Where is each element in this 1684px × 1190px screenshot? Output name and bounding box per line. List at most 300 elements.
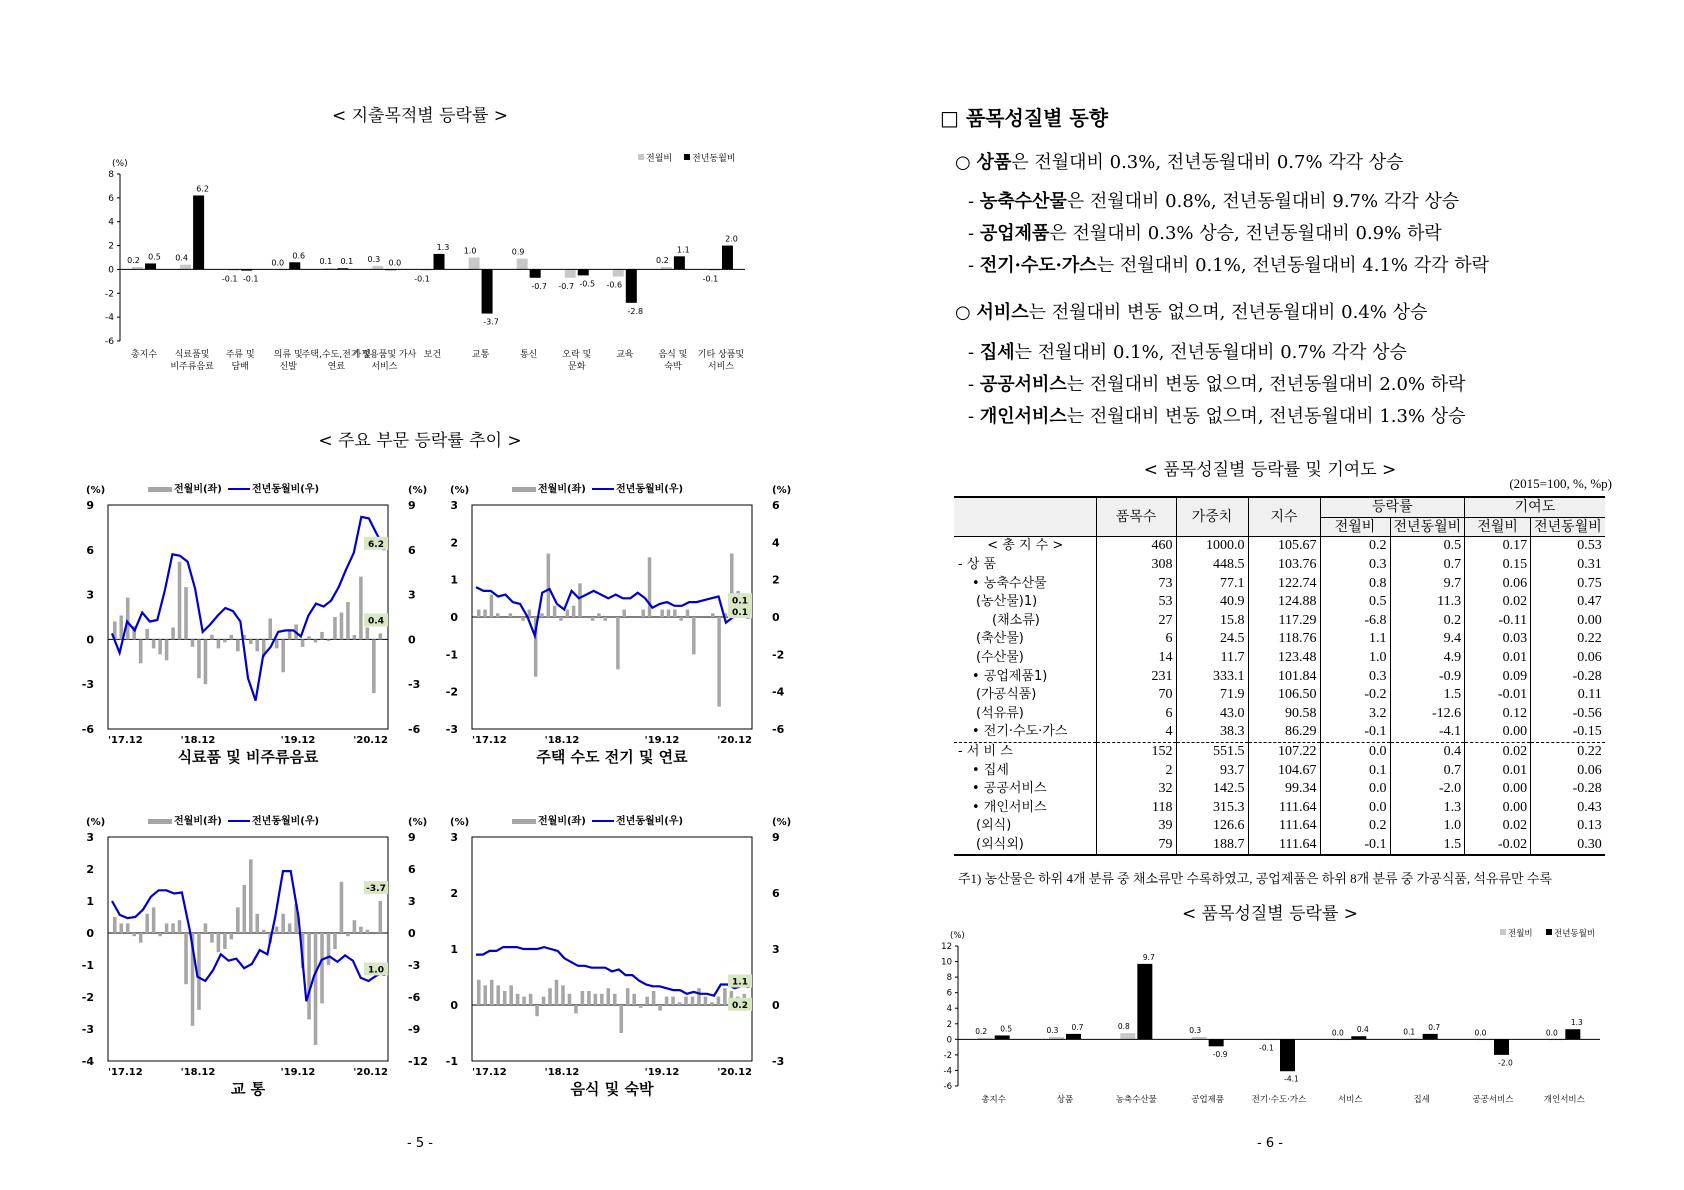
- data-label: 0.0: [388, 258, 402, 268]
- data-label: 0.3: [367, 254, 381, 264]
- th-rate-mom: 전월비: [1320, 517, 1390, 537]
- data-label: 1.3: [1570, 1018, 1583, 1028]
- mom-bar: [217, 933, 221, 952]
- category-label: 교통: [471, 350, 490, 360]
- chart1-title: < 지출목적별 등락률 >: [331, 106, 509, 126]
- left-tick-label: -3: [445, 723, 458, 736]
- mom-bar: [333, 617, 337, 639]
- mom-bar: [184, 933, 188, 984]
- bar-yoy: [1137, 964, 1152, 1039]
- mom-bar: [249, 859, 253, 933]
- right-tick-label: 9: [772, 831, 780, 844]
- cell-value: -0.2: [1320, 686, 1390, 705]
- mom-bar: [191, 639, 195, 646]
- cell-value: 0.01: [1465, 649, 1531, 668]
- th-index: 지수: [1248, 497, 1320, 537]
- panel-transport-chart: [78, 802, 448, 1102]
- data-label: 0.0: [1474, 1028, 1487, 1038]
- mom-bar: [686, 610, 689, 617]
- cell-value: 0.11: [1531, 686, 1605, 705]
- th-count: 품목수: [1096, 497, 1176, 537]
- mom-bar: [540, 613, 543, 617]
- mom-bar: [673, 610, 676, 617]
- legend-swatch-mom: [148, 819, 172, 824]
- left-tick-label: 6: [86, 543, 94, 557]
- row-label: < 총 지 수 >: [987, 538, 1064, 554]
- cell-value: 117.29: [1248, 612, 1320, 631]
- y-tick-label: -4: [943, 1066, 952, 1077]
- data-label: -4.1: [1284, 1074, 1299, 1084]
- legend-swatch-mom: [512, 487, 536, 492]
- mom-bar: [490, 980, 494, 1005]
- cell-value: 0.09: [1465, 667, 1531, 686]
- bar-mom: [469, 258, 480, 270]
- plot-frame: [108, 837, 388, 1061]
- mom-bar: [307, 933, 311, 1019]
- mom-bar: [607, 988, 611, 1005]
- mom-bar: [542, 997, 546, 1005]
- end-value-label: 6.2: [368, 539, 384, 550]
- mom-bar: [126, 598, 130, 640]
- left-tick-label: 3: [86, 588, 94, 602]
- cell-value: -2.0: [1390, 780, 1465, 799]
- y-tick-label: -6: [943, 1082, 952, 1092]
- right-tick-label: 9: [408, 831, 416, 844]
- mom-bar: [692, 617, 695, 654]
- cell-value: 0.02: [1465, 742, 1531, 761]
- data-label: 1.0: [463, 246, 477, 256]
- bullet-utilities: - 전기·수도·가스는 전월대비 0.1%, 전년동월대비 4.1% 각각 하락: [968, 255, 1490, 276]
- legend-mom: 전월비(좌): [538, 816, 586, 827]
- mom-bar: [165, 639, 169, 660]
- right-tick-label: -6: [408, 723, 421, 736]
- mom-bar: [509, 985, 513, 1005]
- data-label: -0.1: [702, 274, 719, 284]
- chart2-title: < 품목성질별 등락률 >: [1181, 904, 1359, 924]
- mom-bar: [197, 639, 201, 678]
- cell-value: 0.7: [1390, 761, 1465, 780]
- right-tick-label: -6: [772, 723, 785, 736]
- right-tick-label: 6: [408, 863, 416, 876]
- bar-yoy: [626, 269, 637, 302]
- legend-yoy: 전년동월비: [1554, 929, 1596, 939]
- row-label: (농산물)1): [976, 594, 1038, 610]
- cell-value: 0.2: [1320, 817, 1390, 836]
- left-tick-label: -1: [81, 959, 94, 972]
- row-label: - 서 비 스: [954, 742, 1096, 761]
- category-label: 보건: [423, 350, 442, 360]
- data-label: 0.6: [292, 251, 306, 261]
- mom-bar: [204, 923, 208, 933]
- table-footnote: 주1) 농산물은 하위 4개 분류 중 채소류만 수록하였고, 공업제품은 하위 8개 분류 중 가공식품, 석유류만 수록: [958, 871, 1552, 886]
- left-tick-label: 1: [450, 943, 458, 956]
- plot-frame: [108, 505, 388, 729]
- cell-value: 11.3: [1390, 593, 1465, 612]
- row-label: • 집세: [972, 762, 1009, 778]
- category-label: 서비스: [707, 362, 735, 372]
- category-label: 농축수산물: [1115, 1095, 1157, 1105]
- mom-bar: [535, 1005, 539, 1016]
- right-tick-label: 6: [772, 499, 780, 512]
- data-label: 0.7: [1071, 1022, 1084, 1032]
- data-label: -0.1: [242, 274, 259, 284]
- mom-bar: [320, 632, 324, 639]
- unit-label: (%): [950, 931, 965, 941]
- right-tick-label: 4: [772, 536, 780, 550]
- data-label: 0.2: [656, 256, 669, 266]
- data-label: 0.0: [271, 258, 285, 268]
- mom-bar: [223, 933, 227, 949]
- data-label: 0.9: [511, 247, 525, 257]
- category-label: 교육: [616, 350, 634, 360]
- row-label: (축산물): [976, 631, 1024, 647]
- data-label: -0.7: [531, 281, 547, 291]
- mom-bar: [359, 927, 363, 933]
- data-label: 0.5: [1000, 1024, 1013, 1034]
- cell-value: 111.64: [1248, 817, 1320, 836]
- left-unit: (%): [450, 485, 470, 496]
- mom-bar: [145, 914, 149, 933]
- panel-title: 음식 및 숙박: [570, 1080, 654, 1098]
- mom-bar: [333, 933, 337, 949]
- cell-value: 0.3: [1320, 556, 1390, 575]
- data-label: 0.0: [1331, 1028, 1344, 1038]
- mom-bar: [697, 988, 701, 1005]
- left-tick-label: 0: [450, 611, 458, 624]
- cell-value: 0.17: [1465, 537, 1531, 556]
- cell-value: 86.29: [1248, 723, 1320, 742]
- legend-yoy: 전년동월비(우): [616, 816, 684, 827]
- cell-value: 142.5: [1176, 780, 1248, 799]
- mom-bar: [366, 627, 370, 639]
- cell-value: 0.0: [1320, 799, 1390, 818]
- data-label: 0.1: [340, 257, 354, 267]
- cell-value: 123.48: [1248, 649, 1320, 668]
- data-label: -2.8: [627, 306, 644, 316]
- end-value-label: -3.7: [366, 884, 386, 894]
- mom-bar: [178, 562, 182, 640]
- left-tick-label: -1: [445, 1055, 458, 1068]
- bullet-industrial: - 공업제품은 전월대비 0.3% 상승, 전년동월대비 0.9% 하락: [968, 223, 1442, 244]
- mom-bar: [671, 997, 675, 1005]
- cell-value: 14: [1096, 649, 1176, 668]
- bar-yoy: [1494, 1039, 1509, 1055]
- item-table-wrap: [954, 496, 1605, 856]
- cell-value: 0.06: [1531, 649, 1605, 668]
- cell-value: 0.75: [1531, 574, 1605, 593]
- mom-bar: [678, 1002, 682, 1005]
- cell-value: 39: [1096, 817, 1176, 836]
- mom-bar: [223, 639, 227, 642]
- cell-value: 0.00: [1465, 723, 1531, 742]
- mom-bar: [165, 923, 169, 933]
- data-label: -2.0: [1498, 1058, 1513, 1068]
- mom-bar: [359, 577, 363, 640]
- right-unit: (%): [408, 485, 428, 496]
- category-label: 공업제품: [1191, 1095, 1225, 1105]
- mom-bar: [691, 997, 695, 1005]
- page-number-left: - 5 -: [407, 1136, 433, 1151]
- cell-value: 99.34: [1248, 780, 1320, 799]
- cell-value: 0.0: [1320, 780, 1390, 799]
- data-label: -0.1: [221, 274, 238, 284]
- mom-bar: [711, 613, 714, 617]
- right-tick-label: 2: [772, 573, 780, 587]
- mom-bar: [236, 907, 240, 933]
- mom-bar: [529, 994, 533, 1005]
- mom-bar: [521, 617, 524, 621]
- cell-value: 231: [1096, 667, 1176, 686]
- mom-bar: [340, 882, 344, 933]
- data-label: -3.7: [483, 317, 499, 327]
- bullet-services: ○ 서비스는 전월대비 변동 없으며, 전년동월대비 0.4% 상승: [955, 302, 1428, 323]
- cell-value: 4: [1096, 723, 1176, 742]
- cell-value: 11.7: [1176, 649, 1248, 668]
- right-tick-label: 0: [408, 633, 416, 647]
- y-tick-label: -6: [105, 337, 114, 347]
- panel-title: 식료품 및 비주류음료: [177, 748, 319, 766]
- left-tick-label: 2: [450, 887, 458, 900]
- data-label: 0.3: [1046, 1026, 1059, 1035]
- mom-bar: [503, 991, 507, 1005]
- cell-value: 6: [1096, 630, 1176, 649]
- cell-value: 1.5: [1390, 836, 1465, 856]
- cell-value: -0.56: [1531, 705, 1605, 724]
- mom-bar: [210, 635, 214, 639]
- right-unit: (%): [772, 817, 792, 828]
- cell-value: 308: [1096, 556, 1176, 575]
- cell-value: 0.12: [1465, 705, 1531, 724]
- data-label: 0.5: [148, 252, 161, 262]
- cell-value: 124.88: [1248, 593, 1320, 612]
- panel-food-chart: [78, 470, 448, 770]
- cell-value: 0.13: [1531, 817, 1605, 836]
- cell-value: 24.5: [1176, 630, 1248, 649]
- data-label: 6.2: [196, 184, 209, 194]
- mom-bar: [353, 635, 357, 639]
- mom-bar: [236, 639, 240, 651]
- mom-bar: [594, 994, 598, 1005]
- bullet-rent: - 집세는 전월대비 0.1%, 전년동월대비 0.7% 각각 상승: [968, 342, 1407, 363]
- left-tick-label: 1: [450, 573, 458, 587]
- cell-value: 0.22: [1531, 742, 1605, 761]
- cell-value: 0.06: [1531, 761, 1605, 780]
- y-tick-label: 8: [108, 170, 114, 180]
- cell-value: 315.3: [1176, 799, 1248, 818]
- mom-bar: [597, 613, 600, 617]
- cell-value: 0.7: [1390, 556, 1465, 575]
- mom-bar: [139, 639, 143, 663]
- bar-mom: [180, 265, 191, 270]
- cell-value: 101.84: [1248, 667, 1320, 686]
- cell-value: 15.8: [1176, 612, 1248, 631]
- category-label: 문화: [568, 362, 586, 372]
- category-label: 개인서비스: [1543, 1095, 1585, 1105]
- left-tick-label: -1: [445, 648, 458, 662]
- legend-mom: 전월비(좌): [174, 484, 222, 495]
- y-tick-label: -2: [105, 289, 114, 300]
- right-tick-label: 0: [408, 927, 416, 940]
- category-label: 총지수: [981, 1095, 1006, 1105]
- data-label: 0.4: [1356, 1025, 1369, 1035]
- mom-bar: [547, 554, 550, 617]
- data-label: 9.7: [1142, 952, 1155, 962]
- table-row: [954, 593, 1605, 612]
- row-label: (석유류): [976, 705, 1024, 721]
- data-label: 0.1: [319, 257, 333, 267]
- cell-value: 0.5: [1320, 593, 1390, 612]
- mom-bar: [243, 885, 247, 933]
- item-table: [954, 496, 1605, 856]
- mom-bar: [230, 933, 234, 939]
- data-label: 0.1: [1403, 1027, 1416, 1037]
- cell-value: 1.3: [1390, 799, 1465, 818]
- end-value-label: 0.1: [732, 608, 748, 619]
- mom-bar: [217, 639, 221, 648]
- mom-bar: [660, 610, 663, 617]
- mom-bar: [574, 1005, 578, 1013]
- table-row: [954, 630, 1605, 649]
- data-label: 2.0: [725, 234, 738, 244]
- mom-bar: [340, 613, 344, 640]
- mom-bar: [353, 920, 357, 933]
- table-row: [954, 537, 1605, 556]
- category-label: 집세: [1413, 1095, 1430, 1105]
- mom-bar: [591, 617, 594, 621]
- y-tick-label: 10: [941, 957, 952, 968]
- cell-value: 0.06: [1465, 574, 1531, 593]
- mom-bar: [490, 595, 493, 617]
- mom-bar: [346, 602, 350, 639]
- category-label: 기타 상품및: [697, 350, 745, 360]
- category-label: 전기·수도·가스: [1251, 1095, 1307, 1105]
- right-tick-label: -3: [408, 678, 421, 692]
- legend-swatch-yoy: [1546, 929, 1552, 935]
- panel-title: 주택 수도 전기 및 연료: [536, 748, 688, 766]
- right-tick-label: -3: [772, 1055, 785, 1068]
- mom-bar: [372, 639, 376, 693]
- mom-bar: [561, 985, 565, 1005]
- cell-value: 111.64: [1248, 799, 1320, 818]
- end-value-label: 0.1: [732, 596, 748, 607]
- category-label: 의류 및: [273, 350, 303, 360]
- bar-yoy: [193, 195, 204, 269]
- x-tick-label: '17.12: [472, 1067, 507, 1078]
- cell-value: -0.15: [1531, 723, 1605, 742]
- page-number-right: - 6 -: [1257, 1136, 1283, 1151]
- data-label: -0.5: [579, 279, 596, 289]
- x-tick-label: '18.12: [544, 1067, 580, 1078]
- mom-bar: [327, 933, 331, 965]
- y-tick-label: -4: [105, 313, 114, 324]
- table-row: [954, 612, 1605, 631]
- mom-bar: [178, 920, 182, 933]
- cell-value: 0.4: [1390, 742, 1465, 761]
- th-blank: [954, 497, 1096, 537]
- y-tick-label: 8: [946, 973, 952, 984]
- cell-value: 0.03: [1465, 630, 1531, 649]
- bar-yoy: [145, 263, 156, 269]
- cell-value: 0.15: [1465, 556, 1531, 575]
- cell-value: 122.74: [1248, 574, 1320, 593]
- y-tick-label: 2: [946, 1019, 952, 1030]
- left-tick-label: -3: [81, 1023, 94, 1036]
- mom-bar: [281, 914, 285, 933]
- table-row: [954, 667, 1605, 686]
- right-tick-label: -4: [772, 685, 785, 699]
- left-tick-label: 3: [450, 499, 458, 512]
- data-label: 0.0: [1545, 1028, 1558, 1038]
- data-label: -0.1: [1259, 1043, 1274, 1053]
- cell-value: 0.00: [1531, 612, 1605, 631]
- mom-bar: [262, 930, 266, 933]
- x-tick-label: '17.12: [108, 735, 143, 746]
- mom-bar: [626, 988, 630, 1005]
- right-tick-label: 9: [408, 499, 416, 512]
- x-tick-label: '20.12: [353, 735, 388, 746]
- mom-bar: [171, 627, 175, 639]
- bar-yoy: [530, 269, 541, 277]
- y-tick-label: 4: [108, 217, 114, 228]
- mom-bar: [288, 923, 292, 933]
- mom-bar: [717, 617, 720, 707]
- mom-bar: [230, 635, 234, 639]
- legend-swatch-mom: [638, 154, 644, 160]
- cell-value: 2: [1096, 761, 1176, 780]
- right-tick-label: 3: [408, 895, 416, 908]
- legend-yoy: 전년동월비(우): [616, 484, 684, 495]
- x-tick-label: '19.12: [644, 1067, 680, 1078]
- cell-value: 0.02: [1465, 593, 1531, 612]
- mom-bar: [632, 994, 636, 1005]
- mom-bar: [648, 557, 651, 617]
- cell-value: 79: [1096, 836, 1176, 856]
- legend-swatch-mom: [1500, 929, 1506, 935]
- mom-bar: [509, 613, 512, 617]
- mom-bar: [667, 610, 670, 617]
- mom-bar: [619, 1005, 623, 1033]
- x-tick-label: '20.12: [717, 735, 752, 746]
- x-tick-label: '18.12: [180, 1067, 216, 1078]
- mom-bar: [568, 994, 572, 1005]
- mom-bar: [327, 639, 331, 640]
- cell-value: 0.22: [1531, 630, 1605, 649]
- data-label: -0.1: [414, 274, 430, 284]
- cell-value: -0.28: [1531, 667, 1605, 686]
- mom-bar: [158, 639, 162, 654]
- cell-value: -0.02: [1465, 836, 1531, 856]
- bullet-public-services: - 공공서비스는 전월대비 변동 없으며, 전년동월대비 2.0% 하락: [968, 374, 1466, 395]
- mom-bar: [553, 606, 556, 617]
- y-tick-label: 2: [108, 241, 114, 252]
- left-tick-label: 3: [86, 831, 94, 844]
- left-unit: (%): [86, 485, 106, 496]
- th-rate: 등락률: [1320, 497, 1465, 517]
- legend-swatch-mom: [512, 819, 536, 824]
- end-value-label: 0.2: [732, 1000, 748, 1011]
- cell-value: 103.76: [1248, 556, 1320, 575]
- cell-value: 1.5: [1390, 686, 1465, 705]
- mom-bar: [522, 997, 526, 1005]
- mom-bar: [204, 639, 208, 684]
- mom-bar: [555, 980, 559, 1005]
- legend-mom: 전월비: [1508, 929, 1533, 939]
- cell-value: 126.6: [1176, 817, 1248, 836]
- mom-bar: [275, 639, 279, 648]
- cell-value: 1000.0: [1176, 537, 1248, 556]
- x-tick-label: '20.12: [717, 1067, 752, 1078]
- mom-bar: [379, 633, 383, 639]
